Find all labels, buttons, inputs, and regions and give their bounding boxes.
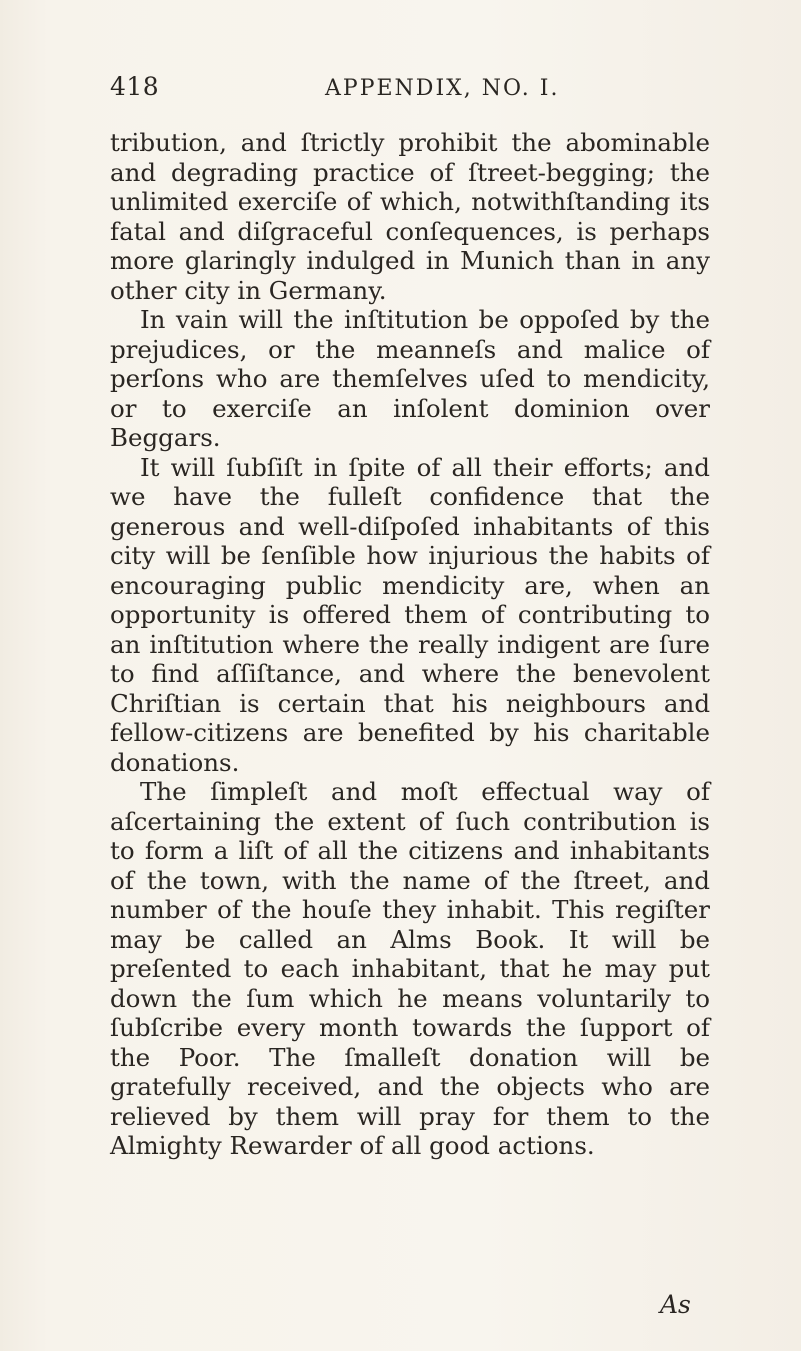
page-header xyxy=(110,72,710,112)
body-text xyxy=(110,128,710,1161)
catchword: As xyxy=(660,1290,691,1319)
paragraph-continuation: tribution, and ſtrictly prohibit the abominable and degrading practice of ſtreet-begging; the unlimited exerciſe of which, notwithſtanding its fatal and diſgraceful conſequences, is perhaps more glaringly indulged in Munich than in any other city in Germany. xyxy=(110,128,710,305)
paragraph: The ſimpleſt and moſt effectual way of aſcertaining the extent of ſuch contribution is to form a liſt of all the citizens and inhabitants of the town, with the name of the ſtreet, and number of the houſe they inhabit. This regiſter may be called an Alms Book. It will be preſented to each inhabitant, that he may put down the ſum which he means voluntarily to ſubſcribe every month towards the ſupport of the Poor. The ſmalleſt donation will be gratefully received, and the objects who are relieved by them will pray for them to the Almighty Rewarder of all good actions. xyxy=(110,777,710,1160)
page-number: 418 xyxy=(110,72,160,101)
paragraph: In vain will the inſtitution be oppoſed by the prejudices, or the meanneſs and malice of perſons who are themſelves uſed to mendicity, or to exerciſe an inſolent dominion over Beggars. xyxy=(110,305,710,452)
paragraph: It will ſubſiſt in ſpite of all their efforts; and we have the fulleſt confidence that the generous and well-diſpoſed inhabitants of this city will be ſenſible how injurious the habits of encouraging public mendicity are, when an opportunity is offered them of contributing to an inſtitution where the really indigent are ſure to find aſſiſtance, and where the benevolent Chriſtian is certain that his neighbours and fellow-citizens are benefited by his charitable donations. xyxy=(110,452,710,777)
running-head: APPENDIX, NO. I. xyxy=(325,76,560,101)
